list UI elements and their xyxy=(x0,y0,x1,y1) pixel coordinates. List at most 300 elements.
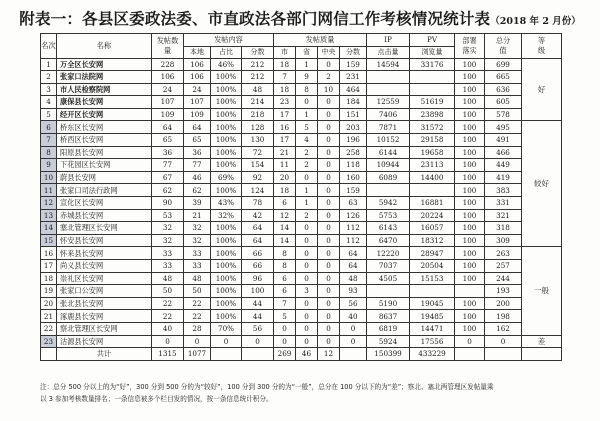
row-province-count: 8 xyxy=(296,83,318,96)
row-name: 万全区长安网 xyxy=(57,58,152,71)
header-row-1 xyxy=(41,34,562,47)
row-province-count: 2 xyxy=(296,146,318,159)
row-rank: 18 xyxy=(41,272,57,285)
row-post-count: 67 xyxy=(152,171,184,184)
row-total-score: 309 xyxy=(485,234,522,247)
row-name: 桥西区长安网 xyxy=(57,134,152,147)
row-central-count: 10 xyxy=(318,83,340,96)
row-deploy-score: 100 xyxy=(455,272,485,285)
row-name: 宣化区长安网 xyxy=(57,197,152,210)
header-name: 名称 xyxy=(57,34,152,59)
row-province-count: 0 xyxy=(296,222,318,235)
row-content-score: 42 xyxy=(242,209,274,222)
row-pv-views: 23898 xyxy=(410,108,455,121)
row-local-count: 39 xyxy=(184,197,211,210)
row-local-ratio: 100% xyxy=(211,134,242,147)
row-central-count: 0 xyxy=(318,322,340,335)
total-city: 269 xyxy=(274,348,296,361)
row-city-count: 0 xyxy=(274,335,296,348)
table-row xyxy=(41,335,562,348)
row-pv-views: 19045 xyxy=(410,297,455,310)
total-local: 1077 xyxy=(184,348,211,361)
table-row xyxy=(41,184,562,197)
row-content-score: 44 xyxy=(242,297,274,310)
row-name: 赤城县长安网 xyxy=(57,209,152,222)
row-ip-clicks: 6089 xyxy=(367,171,410,184)
row-post-count: 53 xyxy=(152,209,184,222)
row-content-score: 64 xyxy=(242,222,274,235)
row-deploy-score: 100 xyxy=(455,209,485,222)
row-total-score: 636 xyxy=(485,83,522,96)
header-score2: 分数 xyxy=(340,46,367,58)
table-row xyxy=(41,197,562,210)
row-province-count: 3 xyxy=(296,285,318,298)
statistics-table xyxy=(40,33,562,361)
row-local-count: 32 xyxy=(184,234,211,247)
row-central-count: 0 xyxy=(318,159,340,172)
total-count: 1315 xyxy=(152,348,184,361)
row-post-count: 228 xyxy=(152,58,184,71)
header-quality-group: 发帖质量 xyxy=(274,34,367,47)
row-deploy-score: 100 xyxy=(455,159,485,172)
table-row xyxy=(41,260,562,273)
total-deploy xyxy=(455,348,485,361)
row-total-score: 383 xyxy=(485,184,522,197)
row-city-count: 16 xyxy=(274,121,296,134)
row-rank: 23 xyxy=(41,335,57,348)
row-total-score: 200 xyxy=(485,297,522,310)
row-province-count: 4 xyxy=(296,134,318,147)
title-main: 附表一：各县区委政法委、市直政法各部门网信工作考核情况统计表 xyxy=(19,9,491,28)
header-post-count: 发帖数量 xyxy=(152,34,184,59)
row-local-count: 24 xyxy=(184,83,211,96)
row-quality-score: 151 xyxy=(340,108,367,121)
row-total-score: 0 xyxy=(485,335,522,348)
table-row xyxy=(41,58,562,71)
row-content-score: 0 xyxy=(242,335,274,348)
row-ip-clicks: 5190 xyxy=(367,297,410,310)
row-pv-views: 16057 xyxy=(410,222,455,235)
row-total-score: 699 xyxy=(485,58,522,71)
row-pv-views xyxy=(410,71,455,84)
row-quality-score: 40 xyxy=(340,310,367,323)
row-pv-views xyxy=(410,285,455,298)
row-rank: 13 xyxy=(41,209,57,222)
row-province-count: 1 xyxy=(296,58,318,71)
row-deploy-score: 0 xyxy=(455,335,485,348)
header-pv: PV xyxy=(410,34,455,47)
grade-cell: 一般 xyxy=(522,247,562,335)
footnote-line-1: 注：总分 500 分以上的为“好”，300 分到 500 分的为“较好”，100 分到 300 分的为“一般”，总分在 100 分以下的为“差”；察北、塞北两管理区发帖量乘 xyxy=(40,383,494,391)
row-content-score: 96 xyxy=(242,272,274,285)
row-city-count: 7 xyxy=(274,297,296,310)
total-row xyxy=(41,348,562,361)
row-rank: 11 xyxy=(41,184,57,197)
row-central-count: 0 xyxy=(318,121,340,134)
row-total-score: 449 xyxy=(485,159,522,172)
row-city-count: 11 xyxy=(274,159,296,172)
header-total: 总分值 xyxy=(485,34,522,59)
row-pv-views xyxy=(410,83,455,96)
row-local-count: 0 xyxy=(184,335,211,348)
row-quality-score: 112 xyxy=(340,222,367,235)
row-local-ratio: 100% xyxy=(211,285,242,298)
row-local-ratio: 100% xyxy=(211,121,242,134)
row-content-score: 124 xyxy=(242,184,274,197)
row-pv-views: 17556 xyxy=(410,335,455,348)
row-local-count: 22 xyxy=(184,310,211,323)
row-rank: 15 xyxy=(41,234,57,247)
row-province-count: 0 xyxy=(296,234,318,247)
row-post-count: 22 xyxy=(152,297,184,310)
row-city-count: 12 xyxy=(274,209,296,222)
row-quality-score: 464 xyxy=(340,83,367,96)
total-label: 共计 xyxy=(57,348,152,361)
table-row xyxy=(41,310,562,323)
row-content-score: 128 xyxy=(242,121,274,134)
row-name: 张北县长安网 xyxy=(57,297,152,310)
row-ip-clicks: 7871 xyxy=(367,121,410,134)
row-deploy-score: 100 xyxy=(455,222,485,235)
row-city-count: 17 xyxy=(274,134,296,147)
row-local-count: 21 xyxy=(184,209,211,222)
row-local-count: 28 xyxy=(184,322,211,335)
row-local-count: 106 xyxy=(184,71,211,84)
row-post-count: 32 xyxy=(152,234,184,247)
row-name: 崇礼区长安网 xyxy=(57,272,152,285)
row-city-count: 20 xyxy=(274,171,296,184)
row-local-count: 107 xyxy=(184,96,211,109)
row-quality-score: 258 xyxy=(340,146,367,159)
row-rank: 17 xyxy=(41,260,57,273)
row-local-ratio: 100% xyxy=(211,247,242,260)
total-central: 12 xyxy=(318,348,340,361)
row-name: 阳原县长安网 xyxy=(57,146,152,159)
table-row xyxy=(41,285,562,298)
row-central-count: 0 xyxy=(318,310,340,323)
row-local-ratio: 100% xyxy=(211,83,242,96)
row-province-count: 1 xyxy=(296,197,318,210)
row-local-count: 64 xyxy=(184,121,211,134)
row-name: 康保县长安网 xyxy=(57,96,152,109)
row-local-ratio: 100% xyxy=(211,71,242,84)
row-pv-views: 14471 xyxy=(410,322,455,335)
row-ip-clicks: 5942 xyxy=(367,197,410,210)
row-total-score: 491 xyxy=(485,134,522,147)
row-province-count: 5 xyxy=(296,121,318,134)
row-rank: 22 xyxy=(41,322,57,335)
row-name: 经开区长安网 xyxy=(57,108,152,121)
row-quality-score: 0 xyxy=(340,335,367,348)
row-name: 张家口公安网 xyxy=(57,285,152,298)
row-name: 蔚县长安网 xyxy=(57,171,152,184)
row-ip-clicks: 4505 xyxy=(367,272,410,285)
row-ip-clicks: 10944 xyxy=(367,159,410,172)
row-post-count: 22 xyxy=(152,310,184,323)
row-local-ratio: 100% xyxy=(211,310,242,323)
row-local-count: 33 xyxy=(184,247,211,260)
row-name: 桥东区长安网 xyxy=(57,121,152,134)
row-deploy-score: 100 xyxy=(455,297,485,310)
row-pv-views: 16881 xyxy=(410,197,455,210)
row-ip-clicks: 6470 xyxy=(367,234,410,247)
grade-cell: 好 xyxy=(522,58,562,121)
row-deploy-score: 100 xyxy=(455,108,485,121)
row-central-count: 2 xyxy=(318,71,340,84)
row-local-count: 33 xyxy=(184,260,211,273)
row-local-ratio: 100% xyxy=(211,234,242,247)
row-central-count: 0 xyxy=(318,96,340,109)
row-deploy-score: 100 xyxy=(455,171,485,184)
row-province-count: 9 xyxy=(296,71,318,84)
row-quality-score: 48 xyxy=(340,272,367,285)
row-local-ratio: 100% xyxy=(211,272,242,285)
row-total-score: 263 xyxy=(485,247,522,260)
row-local-count: 50 xyxy=(184,285,211,298)
row-local-ratio: 46% xyxy=(211,58,242,71)
row-central-count: 0 xyxy=(318,58,340,71)
row-province-count: 2 xyxy=(296,159,318,172)
row-pv-views: 23113 xyxy=(410,159,455,172)
row-pv-views: 31572 xyxy=(410,121,455,134)
row-province-count: 0 xyxy=(296,297,318,310)
row-deploy-score: 100 xyxy=(455,83,485,96)
row-quality-score: 184 xyxy=(340,96,367,109)
table-row xyxy=(41,159,562,172)
row-city-count: 8 xyxy=(274,260,296,273)
row-city-count: 8 xyxy=(274,247,296,260)
row-post-count: 62 xyxy=(152,184,184,197)
row-rank: 9 xyxy=(41,159,57,172)
title-date: （2018 年 2 月份） xyxy=(490,16,581,27)
row-content-score: 56 xyxy=(242,322,274,335)
row-city-count: 18 xyxy=(274,184,296,197)
row-province-count: 0 xyxy=(296,247,318,260)
row-local-count: 62 xyxy=(184,184,211,197)
row-ip-clicks: 7037 xyxy=(367,260,410,273)
row-central-count: 0 xyxy=(318,222,340,235)
total-score2 xyxy=(340,348,367,361)
row-ip-clicks: 8637 xyxy=(367,310,410,323)
row-city-count: 5 xyxy=(274,310,296,323)
row-content-score: 66 xyxy=(242,247,274,260)
row-pv-views: 20504 xyxy=(410,260,455,273)
row-post-count: 0 xyxy=(152,335,184,348)
row-local-ratio: 100% xyxy=(211,184,242,197)
header-central: 中央 xyxy=(318,46,340,58)
row-deploy-score: 100 xyxy=(455,197,485,210)
row-local-ratio: 69% xyxy=(211,171,242,184)
row-total-score: 244 xyxy=(485,272,522,285)
row-rank: 7 xyxy=(41,134,57,147)
row-quality-score: 0 xyxy=(340,322,367,335)
row-total-score: 162 xyxy=(485,322,522,335)
row-pv-views: 19658 xyxy=(410,146,455,159)
header-score1: 分数 xyxy=(242,46,274,58)
row-central-count: 0 xyxy=(318,108,340,121)
header-pv-sub: 浏览量 xyxy=(410,46,455,58)
row-name: 市人民检察院网 xyxy=(57,83,152,96)
row-total-score: 578 xyxy=(485,108,522,121)
row-local-ratio: 100% xyxy=(211,108,242,121)
row-local-ratio: 100% xyxy=(211,260,242,273)
row-city-count: 0 xyxy=(274,322,296,335)
row-local-count: 109 xyxy=(184,108,211,121)
row-ip-clicks: 6819 xyxy=(367,322,410,335)
row-pv-views: 28947 xyxy=(410,247,455,260)
row-name: 张家口司法行政网 xyxy=(57,184,152,197)
row-rank: 8 xyxy=(41,146,57,159)
row-quality-score: 118 xyxy=(340,159,367,172)
row-ip-clicks: 5924 xyxy=(367,335,410,348)
row-rank: 19 xyxy=(41,285,57,298)
row-city-count: 14 xyxy=(274,234,296,247)
footnote xyxy=(40,382,561,405)
row-rank: 5 xyxy=(41,108,57,121)
total-total xyxy=(485,348,522,361)
row-city-count: 7 xyxy=(274,71,296,84)
row-deploy-score: 100 xyxy=(455,260,485,273)
row-deploy-score: 100 xyxy=(455,146,485,159)
row-ip-clicks: 6144 xyxy=(367,146,410,159)
row-total-score: 605 xyxy=(485,96,522,109)
row-central-count: 0 xyxy=(318,285,340,298)
row-total-score: 321 xyxy=(485,209,522,222)
row-total-score: 466 xyxy=(485,146,522,159)
row-total-score: 665 xyxy=(485,71,522,84)
row-quality-score: 231 xyxy=(340,71,367,84)
row-pv-views xyxy=(410,184,455,197)
row-city-count: 6 xyxy=(274,272,296,285)
total-province: 46 xyxy=(296,348,318,361)
row-name: 塞北管理区长安网 xyxy=(57,222,152,235)
table-body xyxy=(41,58,562,348)
row-rank: 16 xyxy=(41,247,57,260)
row-deploy-score: 100 xyxy=(455,71,485,84)
header-grade: 等级 xyxy=(522,34,562,59)
row-central-count: 0 xyxy=(318,209,340,222)
table-row xyxy=(41,108,562,121)
table-row xyxy=(41,146,562,159)
row-rank: 21 xyxy=(41,310,57,323)
row-city-count: 6 xyxy=(274,285,296,298)
row-local-ratio: 100% xyxy=(211,222,242,235)
row-ip-clicks xyxy=(367,71,410,84)
row-local-ratio: 100% xyxy=(211,297,242,310)
row-deploy-score: 100 xyxy=(455,310,485,323)
table-row xyxy=(41,234,562,247)
row-content-score: 100 xyxy=(242,285,274,298)
row-pv-views: 33176 xyxy=(410,58,455,71)
row-post-count: 33 xyxy=(152,260,184,273)
row-province-count: 2 xyxy=(296,209,318,222)
row-central-count: 0 xyxy=(318,234,340,247)
row-pv-views: 19485 xyxy=(410,310,455,323)
page-title xyxy=(0,7,600,29)
row-central-count: 0 xyxy=(318,134,340,147)
row-post-count: 24 xyxy=(152,83,184,96)
row-name: 张家口法院网 xyxy=(57,71,152,84)
row-quality-score: 64 xyxy=(340,247,367,260)
row-post-count: 40 xyxy=(152,322,184,335)
header-city: 市 xyxy=(274,46,296,58)
row-ip-clicks: 5753 xyxy=(367,209,410,222)
row-post-count: 65 xyxy=(152,134,184,147)
row-rank: 6 xyxy=(41,121,57,134)
row-content-score: 154 xyxy=(242,159,274,172)
row-quality-score: 56 xyxy=(340,297,367,310)
row-quality-score: 93 xyxy=(340,285,367,298)
row-city-count: 17 xyxy=(274,108,296,121)
row-pv-views: 20224 xyxy=(410,209,455,222)
row-deploy-score: 100 xyxy=(455,121,485,134)
row-quality-score: 64 xyxy=(340,260,367,273)
total-pv: 433229 xyxy=(410,348,455,361)
row-central-count: 0 xyxy=(318,184,340,197)
row-local-ratio: 0 xyxy=(211,335,242,348)
row-local-count: 36 xyxy=(184,146,211,159)
row-content-score: 218 xyxy=(242,108,274,121)
row-rank: 2 xyxy=(41,71,57,84)
row-rank: 14 xyxy=(41,222,57,235)
row-total-score: 318 xyxy=(485,222,522,235)
row-post-count: 106 xyxy=(152,71,184,84)
row-name: 怀安县长安网 xyxy=(57,234,152,247)
table-row xyxy=(41,71,562,84)
total-ratio xyxy=(211,348,242,361)
row-city-count: 6 xyxy=(274,197,296,210)
row-local-count: 106 xyxy=(184,58,211,71)
grade-cell: 较好 xyxy=(522,121,562,247)
table-row xyxy=(41,297,562,310)
row-local-count: 22 xyxy=(184,297,211,310)
row-quality-score: 160 xyxy=(340,171,367,184)
table-row xyxy=(41,96,562,109)
row-ip-clicks: 14594 xyxy=(367,58,410,71)
table-row xyxy=(41,171,562,184)
row-province-count: 0 xyxy=(296,96,318,109)
row-central-count: 0 xyxy=(318,260,340,273)
row-pv-views: 51619 xyxy=(410,96,455,109)
row-quality-score: 112 xyxy=(340,234,367,247)
row-province-count: 0 xyxy=(296,260,318,273)
row-pv-views: 15153 xyxy=(410,272,455,285)
table-row xyxy=(41,209,562,222)
table-row xyxy=(41,247,562,260)
row-deploy-score: 100 xyxy=(455,134,485,147)
row-name: 尚义县长安网 xyxy=(57,260,152,273)
row-local-count: 46 xyxy=(184,171,211,184)
header-ratio: 占比 xyxy=(211,46,242,58)
row-deploy-score: 100 xyxy=(455,234,485,247)
row-ip-clicks: 12220 xyxy=(367,247,410,260)
row-post-count: 64 xyxy=(152,121,184,134)
row-pv-views: 14400 xyxy=(410,171,455,184)
row-post-count: 107 xyxy=(152,96,184,109)
row-central-count: 0 xyxy=(318,247,340,260)
row-post-count: 48 xyxy=(152,272,184,285)
row-pv-views: 18312 xyxy=(410,234,455,247)
row-post-count: 32 xyxy=(152,222,184,235)
row-ip-clicks: 6143 xyxy=(367,222,410,235)
row-local-count: 77 xyxy=(184,159,211,172)
row-pv-views: 29158 xyxy=(410,134,455,147)
header-no: 名次 xyxy=(41,34,57,59)
row-total-score: 419 xyxy=(485,171,522,184)
row-content-score: 212 xyxy=(242,71,274,84)
row-local-count: 32 xyxy=(184,222,211,235)
row-quality-score: 63 xyxy=(340,197,367,210)
